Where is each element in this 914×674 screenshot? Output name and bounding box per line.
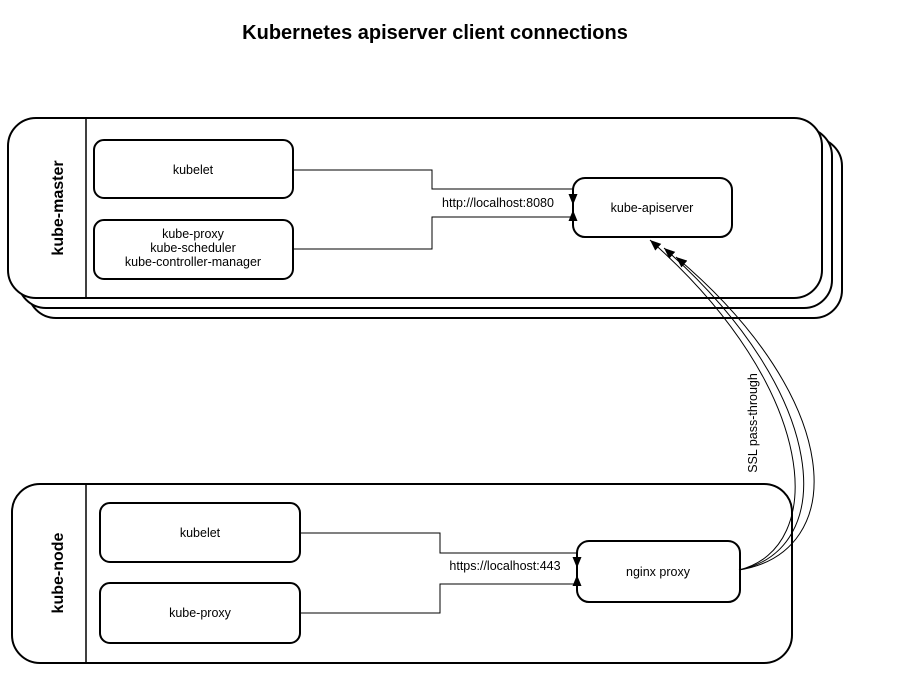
- diagram-title: Kubernetes apiserver client connections: [242, 22, 628, 44]
- kube-node-label: kube-node: [50, 532, 67, 614]
- ssl-passthrough-label: SSL pass-through: [746, 373, 760, 473]
- kube-node-group: [12, 484, 792, 663]
- kube-master-group: [8, 118, 842, 318]
- edge-label-https-localhost-443: https://localhost:443: [449, 559, 561, 573]
- master-services-line3: kube-controller-manager: [124, 255, 262, 269]
- node-kubelet-label: kubelet: [179, 526, 221, 540]
- node-kube-proxy-label: kube-proxy: [169, 606, 231, 620]
- edge-label-http-localhost-8080: http://localhost:8080: [442, 196, 554, 210]
- nginx-proxy-label: nginx proxy: [626, 565, 690, 579]
- master-services-line2: kube-scheduler: [150, 241, 236, 255]
- master-services-line1: kube-proxy: [162, 227, 224, 241]
- kube-apiserver-label: kube-apiserver: [610, 201, 694, 215]
- kube-master-label: kube-master: [50, 160, 67, 256]
- master-kubelet-label: kubelet: [172, 163, 214, 177]
